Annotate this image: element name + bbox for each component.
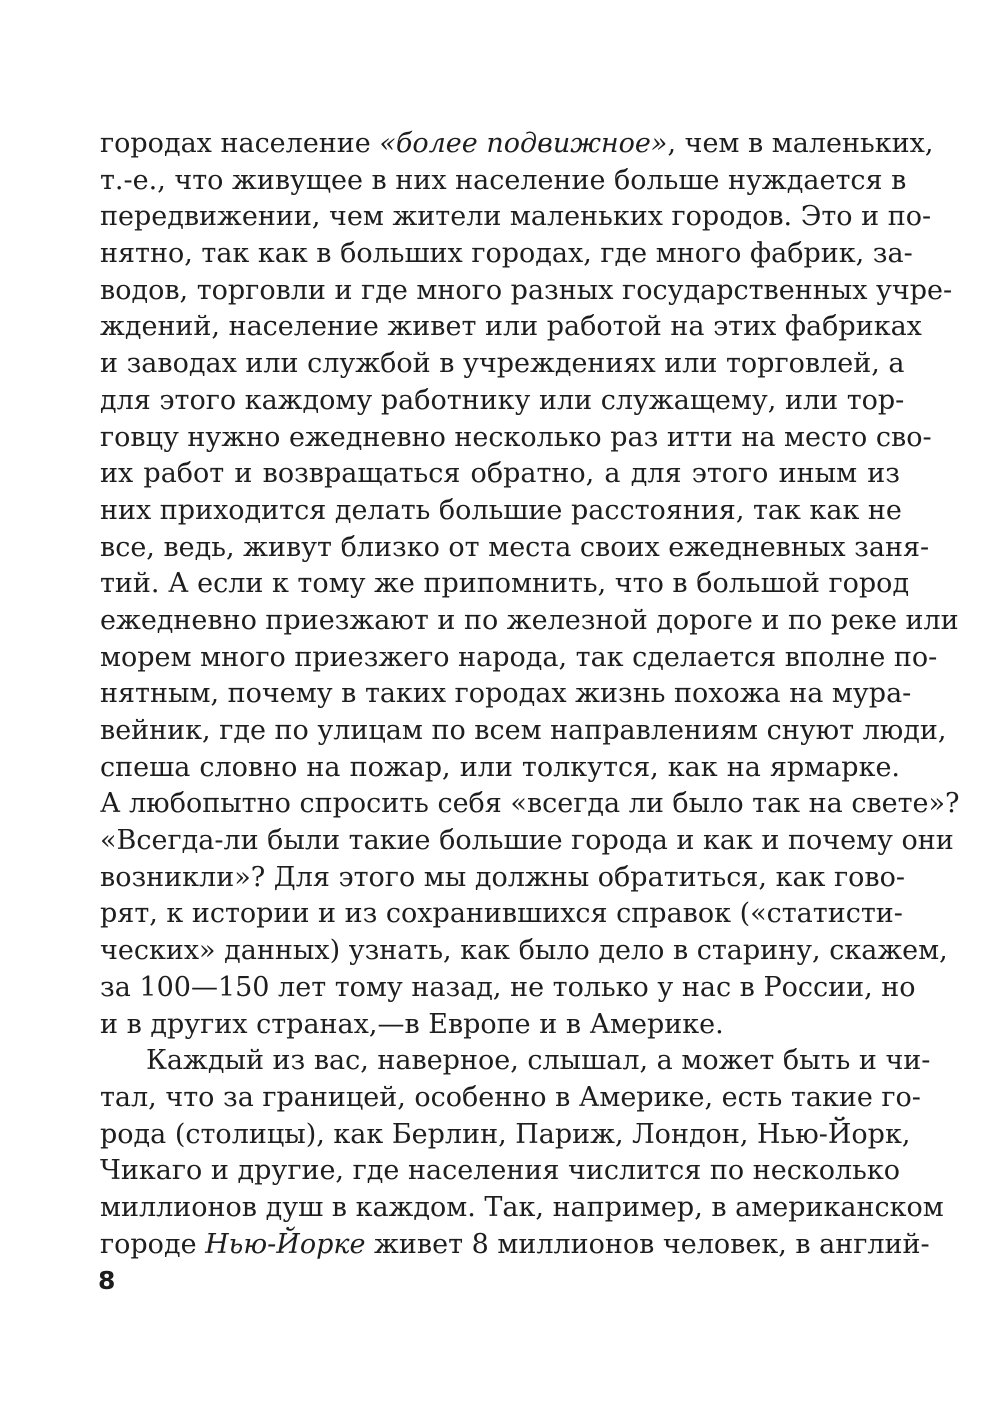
text-line	[100, 1190, 944, 1227]
text-line	[100, 1007, 900, 1044]
text-fragment: миллионов душ в каждом. Так, например, в американском	[100, 1191, 944, 1223]
text-fragment: ждений, население живет или работой на этих фабриках	[100, 311, 922, 343]
text-fragment: и заводах или службой в учреждениях или торговлей, а	[100, 348, 905, 380]
paragraph-2	[100, 1043, 944, 1263]
paragraph-1	[100, 126, 960, 1043]
text-fragment: «Всегда-ли были такие большие города и как и почему они	[100, 825, 954, 857]
text-fragment: и в других странах,—в Европе и в Америке.	[100, 1008, 724, 1040]
text-line	[100, 860, 905, 897]
text-line	[100, 933, 948, 970]
text-line	[100, 420, 932, 457]
text-line	[100, 676, 912, 713]
text-fragment: возникли»? Для этого мы должны обратиться, как гово-	[100, 861, 905, 893]
text-line	[100, 383, 905, 420]
text-fragment: за 100—150 лет тому назад, не только у нас в России, но	[100, 971, 916, 1003]
text-fragment: рят, к истории и из сохранившихся справок («статисти-	[100, 898, 903, 930]
text-fragment: , чем в маленьких,	[667, 128, 934, 159]
text-fragment: их работ и возвращаться обратно, а для этого иным из	[100, 458, 900, 490]
text-fragment: тал, что за границей, особенно в Америке, есть такие го-	[100, 1081, 921, 1113]
text-line	[100, 199, 932, 236]
text-line	[100, 1080, 921, 1117]
text-line	[100, 346, 905, 383]
text-line	[100, 1227, 930, 1264]
text-fragment: все, ведь, живут близко от места своих ежедневных заня-	[100, 531, 930, 563]
text-line	[100, 309, 922, 346]
text-line	[100, 163, 907, 200]
text-line	[100, 493, 900, 530]
text-line	[100, 1043, 931, 1080]
text-fragment: т.-е., что живущее в них население больше нуждается в	[100, 164, 907, 196]
italic-fragment: Нью-Йорке	[205, 1228, 366, 1260]
text-fragment: передвижении, чем жители маленьких городов. Это и по-	[100, 201, 932, 233]
text-line	[100, 126, 934, 163]
text-line	[100, 970, 916, 1007]
page-number: 8	[98, 1266, 116, 1295]
text-line	[100, 603, 959, 640]
body-text	[100, 126, 960, 1263]
text-fragment: ежедневно приезжают и по железной дороге и по реке или	[100, 604, 959, 636]
text-line	[100, 566, 910, 603]
text-line	[100, 750, 900, 787]
text-fragment: живет 8 миллионов человек, в англий-	[365, 1228, 930, 1260]
text-line	[100, 273, 953, 310]
text-line	[100, 640, 938, 677]
text-fragment: Каждый из вас, наверное, слышал, а может быть и чи-	[146, 1045, 931, 1077]
text-line	[100, 1153, 900, 1190]
text-fragment: спеша словно на пожар, или толкутся, как на ярмарке.	[100, 751, 900, 783]
text-line	[100, 786, 960, 823]
text-fragment: них приходится делать большие расстояния, так как не	[100, 494, 902, 526]
text-line	[100, 456, 900, 493]
text-fragment: городах население	[100, 128, 380, 159]
text-fragment: для этого каждому работнику или служащему, или тор-	[100, 384, 905, 416]
text-fragment: говцу нужно ежедневно несколько раз итти на место сво-	[100, 421, 932, 453]
text-fragment: нятно, так как в больших городах, где много фабрик, за-	[100, 238, 913, 270]
text-fragment: нятным, почему в таких городах жизнь похожа на мура-	[100, 678, 912, 710]
text-fragment: вейник, где по улицам по всем направлениям снуют люди,	[100, 715, 947, 746]
text-fragment: городе	[100, 1228, 206, 1260]
text-line	[100, 1117, 911, 1154]
text-fragment: тий. А если к тому же припомнить, что в большой город	[100, 568, 910, 600]
text-fragment: А любопытно спросить себя «всегда ли было так на свете»?	[100, 788, 960, 820]
text-line	[100, 713, 947, 750]
text-line	[100, 236, 913, 273]
text-fragment: морем много приезжего народа, так сделается вполне по-	[100, 641, 938, 673]
text-line	[100, 823, 954, 860]
text-fragment: водов, торговли и где много разных государственных учре-	[100, 274, 953, 306]
text-fragment: Чикаго и другие, где населения числится по несколько	[100, 1155, 900, 1187]
text-line	[100, 530, 930, 567]
text-line	[100, 896, 903, 933]
text-fragment: рода (столицы), как Берлин, Париж, Лондон, Нью-Йорк,	[100, 1118, 911, 1150]
text-fragment: ческих» данных) узнать, как было дело в старину, скажем,	[100, 935, 948, 967]
italic-fragment: «более подвижное»	[379, 128, 668, 159]
